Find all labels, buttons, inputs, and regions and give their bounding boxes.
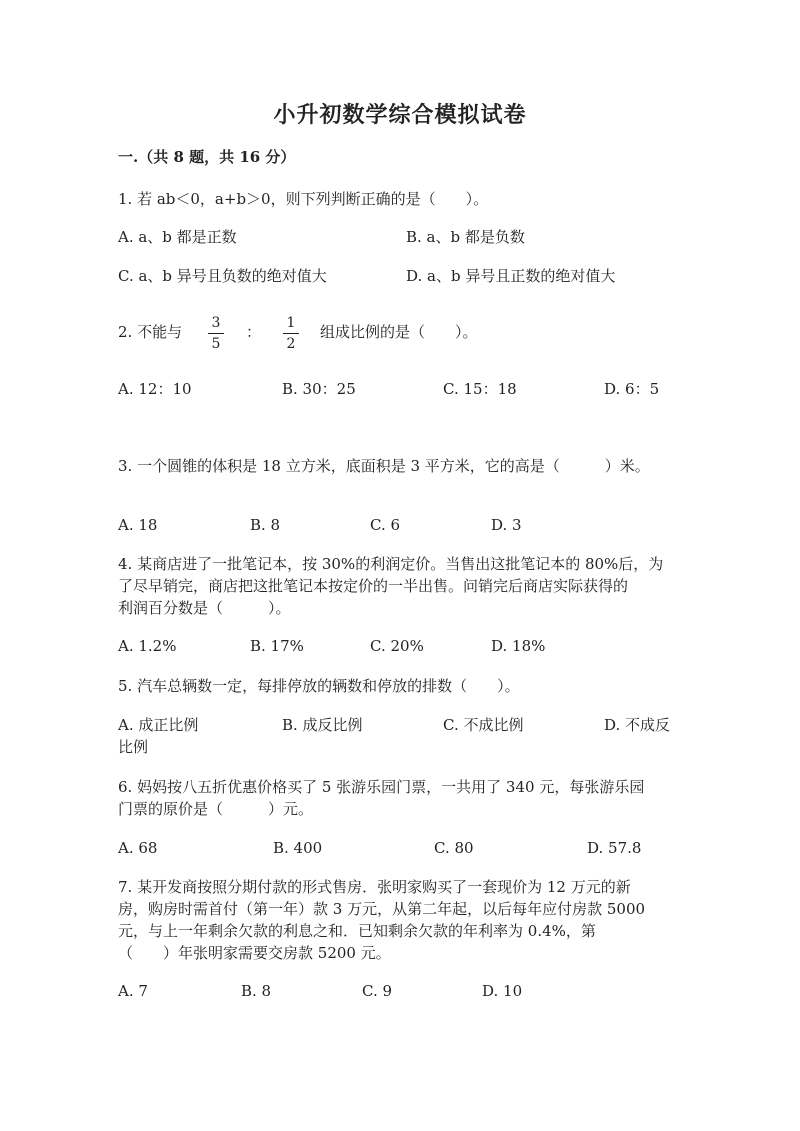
fraction-numerator: 3 xyxy=(208,314,224,334)
question-7-line-3: 元，与上一年剩余欠款的利息之和．已知剩余欠款的年利率为 0.4%，第 xyxy=(118,922,596,940)
question-6-line-1: 6. 妈妈按八五折优惠价格买了 5 张游乐园门票，一共用了 340 元，每张游乐园 xyxy=(118,778,645,796)
fraction-denominator: 5 xyxy=(211,336,221,352)
fraction-three-fifths xyxy=(208,314,224,353)
page-title: 小升初数学综合模拟试卷 xyxy=(273,102,527,128)
question-2-option-d[interactable]: D. 6：5 xyxy=(604,380,660,398)
question-3-option-c[interactable]: C. 6 xyxy=(370,516,401,534)
question-2-suffix: 组成比例的是（ ）。 xyxy=(320,323,478,341)
question-2-option-b[interactable]: B. 30：25 xyxy=(282,380,356,398)
question-7-line-1: 7. 某开发商按照分期付款的形式售房．张明家购买了一套现价为 12 万元的新 xyxy=(118,878,631,896)
question-5-option-c[interactable]: C. 不成比例 xyxy=(443,716,524,734)
question-1-option-c[interactable]: C. a、b 异号且负数的绝对值大 xyxy=(118,267,327,285)
question-1-stem: 1. 若 ab＜0，a+b＞0，则下列判断正确的是（ ）。 xyxy=(118,190,489,208)
question-6-option-d[interactable]: D. 57.8 xyxy=(587,839,642,857)
question-4-line-3: 利润百分数是（ ）。 xyxy=(118,599,291,617)
question-4-option-b[interactable]: B. 17% xyxy=(250,637,304,655)
question-3-option-b[interactable]: B. 8 xyxy=(250,516,281,534)
question-3-option-d[interactable]: D. 3 xyxy=(491,516,522,534)
question-4-line-2: 了尽早销完，商店把这批笔记本按定价的一半出售。问销完后商店实际获得的 xyxy=(118,577,629,595)
question-4-option-a[interactable]: A. 1.2% xyxy=(118,637,177,655)
question-7-option-b[interactable]: B. 8 xyxy=(241,982,272,1000)
question-7-line-4: （ ）年张明家需要交房款 5200 元。 xyxy=(118,944,391,962)
question-6-option-a[interactable]: A. 68 xyxy=(118,839,158,857)
question-7-option-a[interactable]: A. 7 xyxy=(118,982,148,1000)
fraction-denominator: 2 xyxy=(286,336,296,352)
question-4-option-d[interactable]: D. 18% xyxy=(491,637,546,655)
question-5-option-a[interactable]: A. 成正比例 xyxy=(118,716,199,734)
question-5-option-b[interactable]: B. 成反比例 xyxy=(282,716,363,734)
question-5-option-d-wrap: 比例 xyxy=(118,738,149,756)
question-7-line-2: 房，购房时需首付（第一年）款 3 万元，从第二年起，以后每年应付房款 5000 xyxy=(118,900,646,918)
question-1-option-d[interactable]: D. a、b 异号且正数的绝对值大 xyxy=(406,267,616,285)
question-3-option-a[interactable]: A. 18 xyxy=(118,516,158,534)
fraction-one-half xyxy=(283,314,299,353)
question-7-option-c[interactable]: C. 9 xyxy=(362,982,393,1000)
question-5-option-d[interactable]: D. 不成反 xyxy=(604,716,671,734)
question-1-option-a[interactable]: A. a、b 都是正数 xyxy=(118,228,237,246)
question-7-option-d[interactable]: D. 10 xyxy=(482,982,523,1000)
fraction-numerator: 1 xyxy=(283,314,299,334)
question-6-option-c[interactable]: C. 80 xyxy=(434,839,474,857)
question-5-stem: 5. 汽车总辆数一定，每排停放的辆数和停放的排数（ ）。 xyxy=(118,677,520,695)
question-1-option-b[interactable]: B. a、b 都是负数 xyxy=(406,228,525,246)
question-2-option-c[interactable]: C. 15：18 xyxy=(443,380,517,398)
section-heading: 一.（共 8 题，共 16 分） xyxy=(118,148,296,166)
question-2-option-a[interactable]: A. 12：10 xyxy=(118,380,192,398)
question-3-stem: 3. 一个圆锥的体积是 18 立方米，底面积是 3 平方米，它的高是（ ）米。 xyxy=(118,457,650,475)
ratio-colon: ： xyxy=(246,323,262,341)
question-2-prefix: 2. 不能与 xyxy=(118,323,183,341)
question-4-line-1: 4. 某商店进了一批笔记本，按 30%的利润定价。当售出这批笔记本的 80%后，为 xyxy=(118,555,664,573)
question-6-option-b[interactable]: B. 400 xyxy=(273,839,323,857)
question-4-option-c[interactable]: C. 20% xyxy=(370,637,424,655)
question-6-line-2: 门票的原价是（ ）元。 xyxy=(118,800,314,818)
